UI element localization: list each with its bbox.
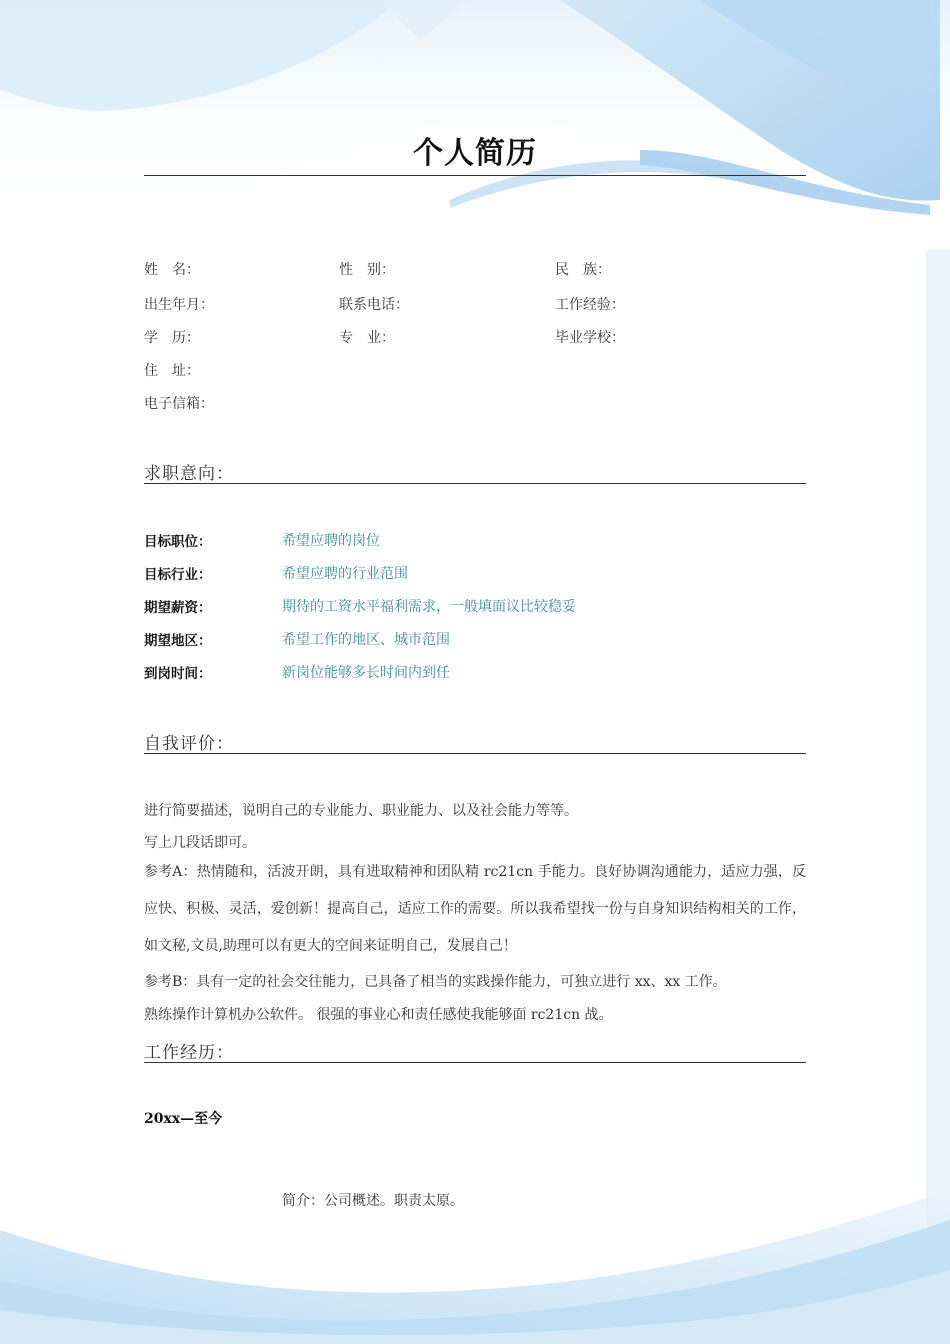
- expected-salary-label: 期望薪资：: [144, 600, 212, 616]
- company-intro: 简介：公司概述。职责太原。: [282, 1193, 464, 1209]
- education-label: 学 历：: [144, 330, 200, 346]
- self-eval-last-line: 熟练操作计算机办公软件。 很强的事业心和责任感使我能够面 rc21cn 战。: [144, 1007, 613, 1023]
- birth-label: 出生年月：: [144, 297, 214, 313]
- school-label: 毕业学校：: [555, 330, 625, 346]
- work-history-heading: 工作经历：: [144, 1043, 234, 1063]
- self-eval-line-1: 进行简要描述，说明自己的专业能力、职业能力、以及社会能力等等。: [144, 803, 578, 819]
- job-intent-heading: 求职意向：: [144, 464, 234, 484]
- start-time-value: 新岗位能够多长时间内到任: [282, 665, 450, 681]
- major-label: 专 业：: [339, 330, 395, 346]
- experience-label: 工作经验：: [555, 297, 625, 313]
- work-period: 20xx—至今: [144, 1111, 223, 1127]
- resume-title: 个人简历: [413, 136, 537, 171]
- target-industry-value: 希望应聘的行业范围: [282, 566, 408, 582]
- phone-label: 联系电话：: [339, 297, 409, 313]
- name-label: 姓 名：: [144, 262, 200, 278]
- address-label: 住 址：: [144, 363, 200, 379]
- target-industry-label: 目标行业：: [144, 567, 212, 583]
- expected-region-value: 希望工作的地区、城市范围: [282, 632, 450, 648]
- title-divider: [144, 175, 806, 176]
- self-eval-reference-b: 参考B：具有一定的社会交往能力，已具备了相当的实践操作能力，可独立进行 xx、xx 工作。: [144, 974, 727, 990]
- self-eval-divider: [144, 753, 806, 754]
- self-eval-reference-a: 参考A：热情随和，活波开朗，具有进取精神和团队精 rc21cn 手能力。良好协调沟通能力，适应力强，反应快、积极、灵活，爱创新！提高自己，适应工作的需要。所以我希望找一份与自身知识结构相关的工作，如文秘,文员,助理可以有更大的空间来证明自己，发展自己！: [144, 864, 806, 954]
- target-position-value: 希望应聘的岗位: [282, 533, 380, 549]
- self-eval-line-2: 写上几段话即可。: [144, 835, 256, 851]
- expected-salary-value: 期待的工资水平福利需求，一般填面议比较稳妥: [282, 599, 576, 615]
- job-intent-divider: [144, 483, 806, 484]
- email-label: 电子信箱：: [144, 396, 214, 412]
- self-eval-heading: 自我评价：: [144, 734, 234, 754]
- ethnicity-label: 民 族：: [555, 262, 611, 278]
- work-history-divider: [144, 1062, 806, 1063]
- target-position-label: 目标职位：: [144, 534, 212, 550]
- gender-label: 性 别：: [339, 262, 395, 278]
- start-time-label: 到岗时间：: [144, 666, 212, 682]
- expected-region-label: 期望地区：: [144, 633, 212, 649]
